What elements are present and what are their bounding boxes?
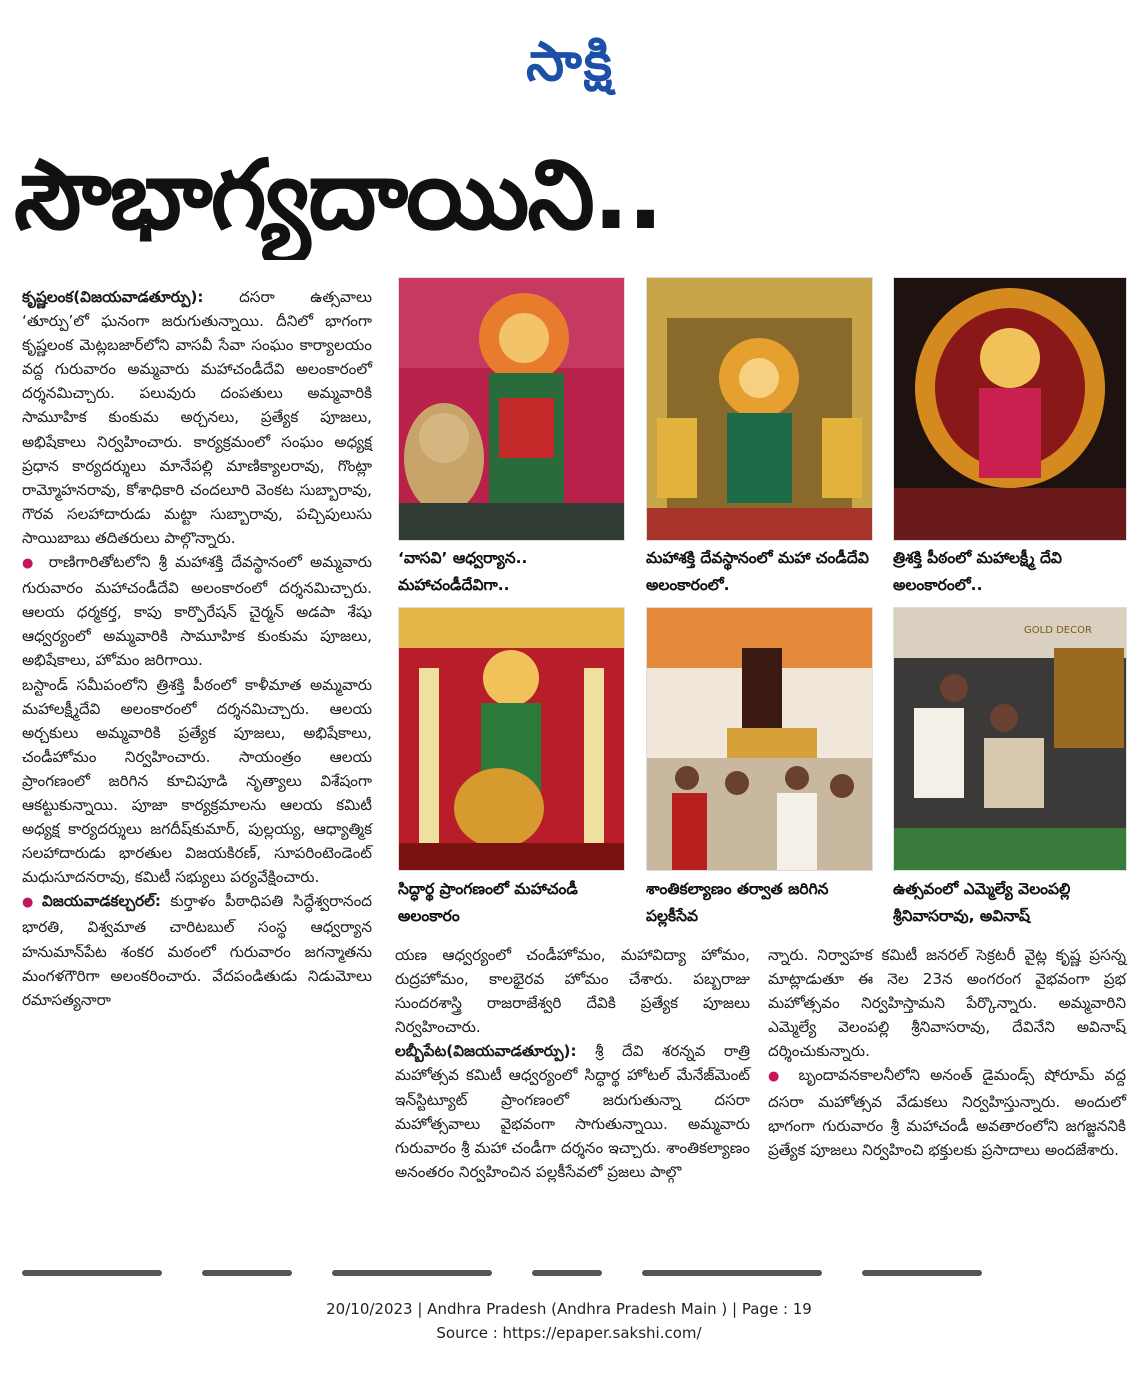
article-column-2 xyxy=(395,943,750,1248)
paragraph-text: బస్టాండ్ సమీపంలోని త్రిశక్తి పీఠంలో కాళీమాత అమ్మవారు మహాలక్ష్మీదేవి అలంకారంలో దర్శనమిచ్చారు. ఆలయ అర్చకులు అమ్మవారికి ప్రత్యేక పూజలు, అభిషేకాలు, చండీహోమం నిర్వహించారు. సాయంత్రం ఆలయ ప్రాంగణంలో జరిగిన కూచిపూడి నృత్యాలు విశేషంగా ఆకట్టుకున్నాయి. పూజా కార్యక్రమాలను ఆలయ కమిటీ అధ్యక్ష కార్యదర్శులు జగదీష్‌కుమార్, పుల్లయ్య, ఆధ్యాత్మిక సలహాదారుడు భారతుల విజయకిరణ్, సూపరింటెండెంట్ మధుసూదనరావు, కమిటీ సభ్యులు పర్యవేక్షించారు. xyxy=(22,675,372,887)
dateline: కృష్ణలంక(విజయవాడతూర్పు): xyxy=(22,288,204,306)
paragraph xyxy=(22,673,372,890)
caption-trishakti: త్రిశక్తి పీఠంలో మహాలక్ష్మీ దేవి అలంకారంలో.. xyxy=(893,549,1062,594)
paragraph xyxy=(22,285,372,550)
footer-date-page: 20/10/2023 | Andhra Pradesh (Andhra Pradesh Main ) | Page : 19 xyxy=(326,1300,812,1318)
photo-mla-event xyxy=(893,607,1127,871)
paragraph-text: దసరా ఉత్సవాలు ‘తూర్పు’లో ఘనంగా జరుగుతున్నాయి. దీనిలో భాగంగా కృష్ణలంక మెట్లబజార్‌లోని వాసవీ సేవా సంఘం కార్యాలయం వద్ద గురువారం అమ్మవారు మహాచండీదేవి అలంకారంలో దర్శనమిచ్చారు. పలువురు దంపతులు అమ్మవారికి సామూహిక కుంకుమ అర్చనలు, ప్రత్యేక పూజలు, అభిషేకాలు నిర్వహించారు. కార్యక్రమంలో సంఘం అధ్యక్ష ప్రధాన కార్యదర్శులు మానేపల్లి మాణిక్యాలరావు, గొంట్లా రామ్మోహనరావు, కోశాధికారి చందలూరి వెంకట సుబ్బారావు, గౌరవ సలహాదారుడు మట్టా సుబ్బారావు, పచ్చిపులుసు సాయిబాబు తదితరులు పాల్గొన్నారు. xyxy=(22,288,372,547)
footer-source: Source : https://epaper.sakshi.com/ xyxy=(436,1324,702,1342)
caption-siddhartha: సిద్ధార్థ ప్రాంగణంలో మహాచండీ అలంకారం xyxy=(398,880,578,925)
bullet-icon: ● xyxy=(22,895,38,911)
caption-vasavi: ‘వాసవి’ ఆధ్వర్యాన.. మహాచండీదేవిగా.. xyxy=(398,549,528,594)
photo-mahashakti-goddess xyxy=(646,277,873,541)
paragraph-text: యణ ఆధ్వర్యంలో చండీహోమం, మహావిద్యా హోమం, రుద్రహోమం, కాలభైరవ హోమం చేశారు. పబ్బరాజు సుందరశాస్త్రి రాజరాజేశ్వరి దేవికి ప్రత్యేక పూజలు నిర్వహించారు. xyxy=(395,946,750,1037)
photo-trishakti-goddess xyxy=(893,277,1127,541)
article-column-3 xyxy=(768,943,1126,1248)
paragraph-text: కుర్తాళం పీఠాధిపతి సిద్ధేశ్వరానంద భారతి, విశ్వమాత చారిటబుల్ సంస్థ ఆధ్వర్యాన హనుమాన్‌పేట శంకర మఠంలో గురువారం జగన్మాతను మంగళగౌరిగా అలంకరించారు. వేదపండితుడు నిడుమోలు రమాసత్యనారా xyxy=(22,892,372,1009)
caption-pallaki: శాంతికల్యాణం తర్వాత జరిగిన పల్లకీసేవ xyxy=(646,880,829,925)
paragraph xyxy=(22,550,372,672)
photo-vasavi-goddess xyxy=(398,277,625,541)
headline: సౌభాగ్యదాయిని.. xyxy=(14,139,662,251)
paragraph xyxy=(395,943,750,1039)
paragraph xyxy=(768,943,1126,1063)
paragraph xyxy=(22,889,372,1011)
bullet-icon: ● xyxy=(768,1069,785,1085)
caption-mla: ఉత్సవంలో ఎమ్మెల్యే వెలంపల్లి శ్రీనివాసరావు, అవినాష్ xyxy=(893,880,1071,925)
paragraph xyxy=(768,1063,1126,1161)
gold-decor-sign: GOLD DECOR xyxy=(1024,625,1092,636)
dateline: లబ్బీపేట(విజయవాడతూర్పు): xyxy=(395,1042,577,1061)
dateline: విజయవాడకల్చరల్: xyxy=(41,892,161,911)
bullet-icon: ● xyxy=(22,556,37,572)
paragraph xyxy=(395,1039,750,1184)
article-column-1 xyxy=(22,285,372,1245)
photo-pallaki-seva xyxy=(646,607,873,871)
paragraph-text: శ్రీ దేవి శరన్నవ రాత్రి మహోత్సవ కమిటీ ఆధ్వర్యంలో సిద్ధార్థ హోటల్ మేనేజ్‌మెంట్ ఇన్‌స్టిట్యూట్ ప్రాంగణంలో జరుగుతున్నా దసరా మహోత్సవాలు వైభవంగా సాగుతున్నాయి. అమ్మవారు గురువారం శ్రీ మహా చండీగా దర్శనం ఇచ్చారు. శాంతికల్యాణం అనంతరం నిర్వహించిన పల్లకీసేవలో ప్రజలు పాల్గొ xyxy=(395,1042,750,1181)
paragraph-text: బృందావనకాలనీలోని అనంత్ డైమండ్స్ షోరూమ్ వద్ద దసరా మహోత్సవ వేడుకలు నిర్వహిస్తున్నారు. అందులో భాగంగా గురువారం శ్రీ మహాచండీ అవతారంలోని జగజ్జననికి ప్రత్యేక పూజలు నిర్వహించి భక్తులకు ప్రసాదాలు అందజేశారు. xyxy=(768,1066,1126,1159)
paragraph-text: న్నారు. నిర్వాహక కమిటీ జనరల్ సెక్రటరీ వైట్ల కృష్ణ ప్రసన్న మాట్లాడుతూ ఈ నెల 23న అంగరంగ వైభవంగా ప్రభ మహోత్సవం నిర్వహిస్తామని పేర్కొన్నారు. అమ్మవారిని ఎమ్మెల్యే వెలంపల్లి శ్రీనివాసరావు, దేవినేని అవినాష్ దర్శించుకున్నారు. xyxy=(768,946,1126,1061)
sakshi-logo: సాక్షి xyxy=(526,30,614,93)
photo-siddhartha-goddess xyxy=(398,607,625,871)
clipped-text-edge xyxy=(22,1262,1122,1276)
caption-mahashakti: మహాశక్తి దేవస్థానంలో మహా చండీదేవి అలంకారంలో. xyxy=(646,549,869,594)
paragraph-text: రాణిగారితోటలోని శ్రీ మహాశక్తి దేవస్థానంలో అమ్మవారు గురువారం మహాచండీదేవి అలంకారంలో దర్శనమిచ్చారు. ఆలయ ధర్మకర్త, కాపు కార్పొరేషన్ చైర్మన్ అడపా శేషు ఆధ్వర్యంలో అమ్మవారికి సామూహిక కుంకుమ పూజలు, అభిషేకాలు, హోమం జరిగాయి. xyxy=(22,553,373,670)
